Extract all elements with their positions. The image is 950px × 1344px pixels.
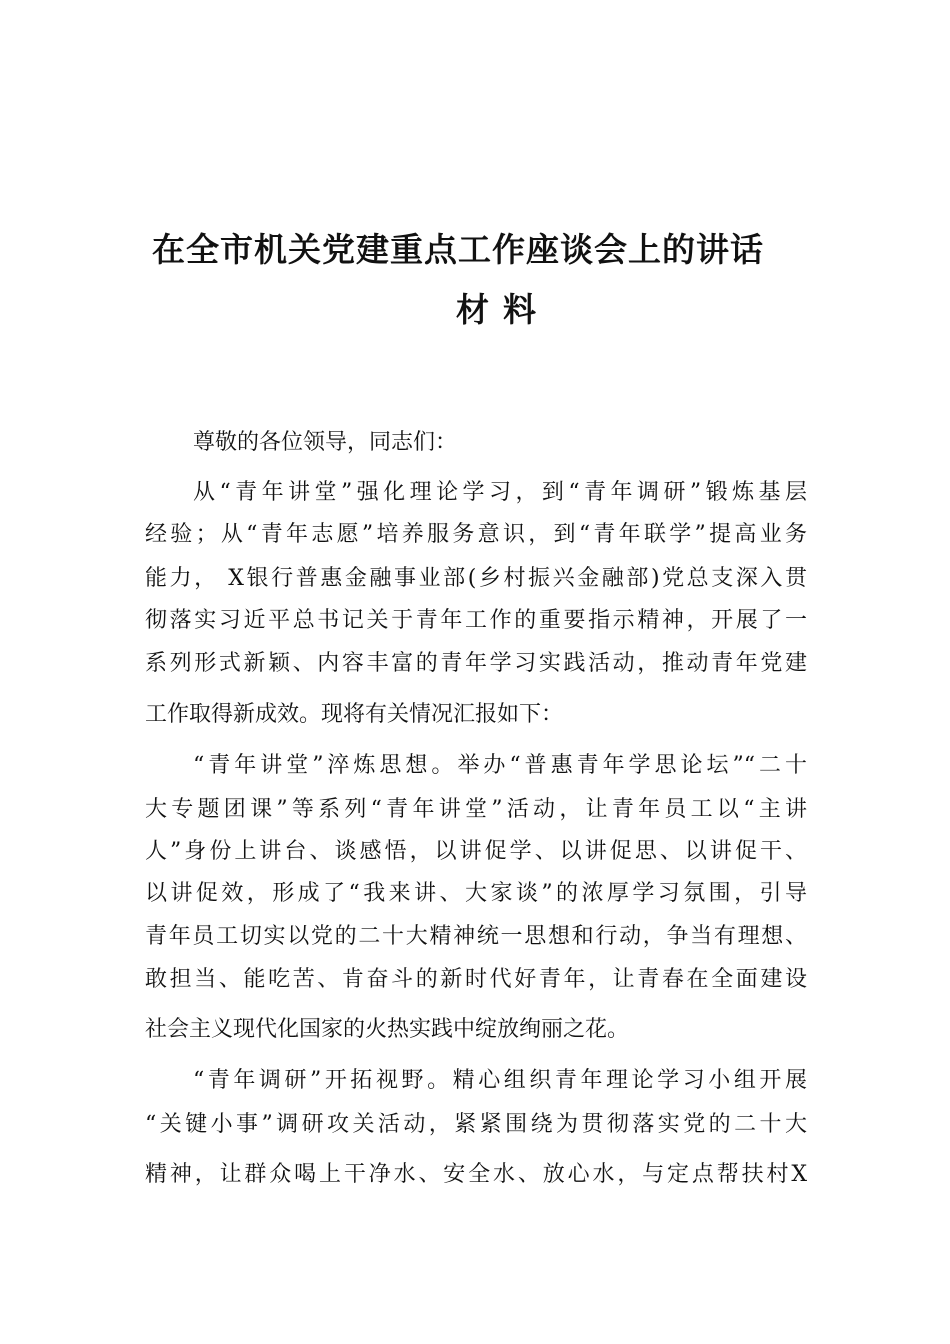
paragraph-line: 从“青年讲堂”强化理论学习，到“青年调研”锻炼基层 [193,480,807,505]
paragraph-line: “青年讲堂”淬炼思想。举办“普惠青年学思论坛”“二十 [193,753,807,778]
paragraph-line: 工作取得新成效。现将有关情况汇报如下： [145,702,564,727]
greeting: 尊敬的各位领导，同志们： [193,430,458,455]
paragraph-line: 系列形式新颖、内容丰富的青年学习实践活动，推动青年党建 [145,651,807,676]
paragraph-line: 精神，让群众喝上干净水、安全水、放心水，与定点帮扶村X [145,1162,807,1187]
paragraph-line: 彻落实习近平总书记关于青年工作的重要指示精神，开展了一 [145,608,807,633]
paragraph-line: 能力， X银行普惠金融事业部(乡村振兴金融部)党总支深入贯 [145,566,807,591]
paragraph-line: 青年员工切实以党的二十大精神统一思想和行动，争当有理想、 [145,924,807,949]
paragraph-line: 经验；从“青年志愿”培养服务意识，到“青年联学”提高业务 [145,522,807,547]
document-title: 在全市机关党建重点工作座谈会上的讲话 [152,230,764,269]
paragraph-line: 社会主义现代化国家的火热实践中绽放绚丽之花。 [145,1017,630,1042]
paragraph-line: “关键小事”调研攻关活动，紧紧围绕为贯彻落实党的二十大 [145,1112,807,1137]
paragraph-line: 人”身份上讲台、谈感悟，以讲促学、以讲促思、以讲促干、 [145,839,807,864]
paragraph-line: “青年调研”开拓视野。精心组织青年理论学习小组开展 [193,1068,807,1093]
paragraph-line: 以讲促效，形成了“我来讲、大家谈”的浓厚学习氛围，引导 [145,881,807,906]
paragraph-line: 大专题团课”等系列“青年讲堂”活动，让青年员工以“主讲 [145,797,807,822]
paragraph-line: 敢担当、能吃苦、肯奋斗的新时代好青年，让青春在全面建设 [145,967,807,992]
document-title-continued: 材料 [456,290,550,329]
